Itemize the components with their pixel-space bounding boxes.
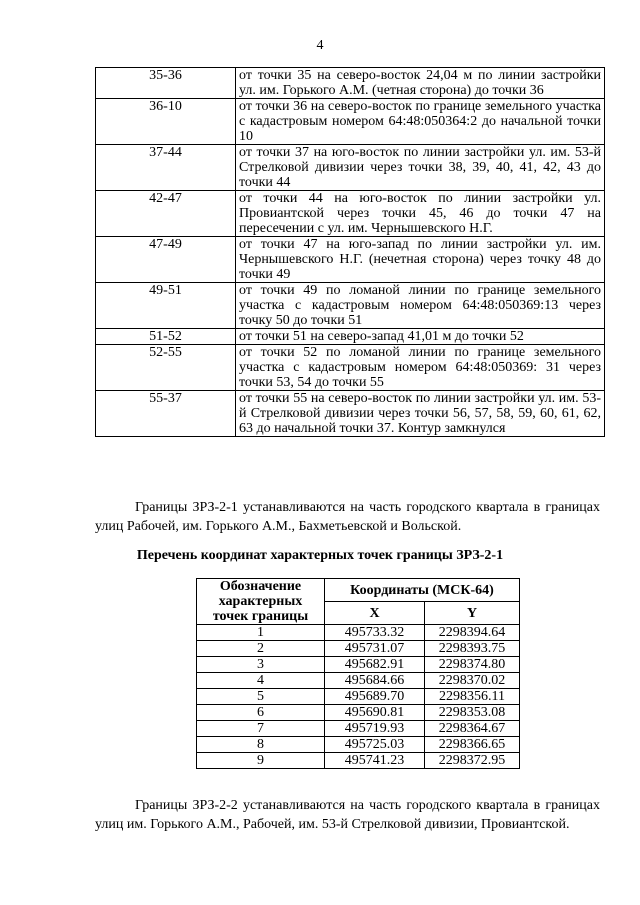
paragraph-zrz-2-2-text: Границы ЗРЗ-2-2 устанавливаются на часть городского квартала в границах улиц им. Горького А.М., Рабочей, им. 53-й Стрелковой дивизии, Провиантской. <box>95 798 600 832</box>
coord-y: 2298393.75 <box>425 641 520 657</box>
point-id: 3 <box>197 657 325 673</box>
point-id: 2 <box>197 641 325 657</box>
coord-x: 495725.03 <box>325 737 425 753</box>
segment-row <box>96 68 605 99</box>
coord-y: 2298394.64 <box>425 625 520 641</box>
segment-description: от точки 35 на северо-восток 24,04 м по линии застройки ул. им. Горького А.М. (четная сторона) до точки 36 <box>236 68 605 99</box>
coord-x: 495690.81 <box>325 705 425 721</box>
coordinate-row <box>197 673 520 689</box>
segment-row <box>96 391 605 437</box>
point-id: 7 <box>197 721 325 737</box>
segment-description: от точки 37 на юго-восток по линии застройки ул. им. 53-й Стрелковой дивизии через точки 38, 39, 40, 41, 42, 43 до точки 44 <box>236 145 605 191</box>
segment-description: от точки 44 на юго-восток по линии застройки ул. Провиантской через точки 45, 46 до точки 47 на пересечении с ул. им. Чернышевского Н.Г. <box>236 191 605 237</box>
page-number: 4 <box>316 38 324 53</box>
coord-y: 2298356.11 <box>425 689 520 705</box>
coord-x: 495741.23 <box>325 753 425 769</box>
coord-x: 495684.66 <box>325 673 425 689</box>
coordinate-row <box>197 753 520 769</box>
coord-y: 2298370.02 <box>425 673 520 689</box>
segment-row <box>96 191 605 237</box>
segment-description: от точки 55 на северо-восток по линии застройки ул. им. 53-й Стрелковой дивизии через точки 56, 57, 58, 59, 60, 61, 62, 63 до начальной точки 37. Контур замкнулся <box>236 391 605 437</box>
coordinate-row <box>197 625 520 641</box>
segment-id: 37-44 <box>96 145 236 191</box>
segments-body <box>96 68 605 437</box>
coordinate-row <box>197 689 520 705</box>
segment-id: 36-10 <box>96 99 236 145</box>
segment-description: от точки 51 на северо-запад 41,01 м до точки 52 <box>236 329 605 345</box>
coordinate-row <box>197 641 520 657</box>
coord-y: 2298372.95 <box>425 753 520 769</box>
point-id: 9 <box>197 753 325 769</box>
segment-row <box>96 145 605 191</box>
coord-y: 2298353.08 <box>425 705 520 721</box>
segment-id: 42-47 <box>96 191 236 237</box>
coordinates-header-row <box>197 579 520 602</box>
paragraph-zrz-2-1-text: Границы ЗРЗ-2-1 устанавливаются на часть городского квартала в границах улиц Рабочей, им. Горького А.М., Бахметьевской и Вольской. <box>95 500 600 534</box>
coord-x: 495719.93 <box>325 721 425 737</box>
coordinates-table <box>196 578 520 769</box>
segment-description: от точки 47 на юго-запад по линии застройки ул. им. Чернышевского Н.Г. (нечетная сторона) через точку 48 до точки 49 <box>236 237 605 283</box>
coord-x: 495731.07 <box>325 641 425 657</box>
coordinate-row <box>197 721 520 737</box>
segment-id: 49-51 <box>96 283 236 329</box>
coordinates-body <box>197 625 520 769</box>
point-id: 6 <box>197 705 325 721</box>
boundary-segments-table <box>95 67 605 437</box>
segment-id: 51-52 <box>96 329 236 345</box>
point-id: 5 <box>197 689 325 705</box>
segment-description: от точки 36 на северо-восток по границе земельного участка с кадастровым номером 64:48:050364:2 до начальной точки 10 <box>236 99 605 145</box>
coordinates-title: Перечень координат характерных точек границы ЗРЗ-2-1 <box>136 548 504 563</box>
coordinate-row <box>197 657 520 673</box>
segment-id: 52-55 <box>96 345 236 391</box>
coord-x: 495689.70 <box>325 689 425 705</box>
segment-row <box>96 329 605 345</box>
paragraph-zrz-2-2 <box>95 796 600 834</box>
coord-x: 495682.91 <box>325 657 425 673</box>
point-id: 8 <box>197 737 325 753</box>
point-id: 4 <box>197 673 325 689</box>
segment-row <box>96 345 605 391</box>
coord-y: 2298374.80 <box>425 657 520 673</box>
point-id: 1 <box>197 625 325 641</box>
header-y: Y <box>425 602 520 625</box>
segment-row <box>96 99 605 145</box>
coord-y: 2298364.67 <box>425 721 520 737</box>
paragraph-zrz-2-1 <box>95 498 600 536</box>
segment-description: от точки 52 по ломаной линии по границе земельного участка с кадастровым номером 64:48:050369: 31 через точки 53, 54 до точки 55 <box>236 345 605 391</box>
segment-row <box>96 283 605 329</box>
coord-x: 495733.32 <box>325 625 425 641</box>
coordinate-row <box>197 737 520 753</box>
segment-id: 47-49 <box>96 237 236 283</box>
segment-row <box>96 237 605 283</box>
segment-id: 55-37 <box>96 391 236 437</box>
header-point: Обозначение характерных точек границы <box>197 579 325 625</box>
coord-y: 2298366.65 <box>425 737 520 753</box>
segment-description: от точки 49 по ломаной линии по границе земельного участка с кадастровым номером 64:48:050369:13 через точку 50 до точки 51 <box>236 283 605 329</box>
segment-id: 35-36 <box>96 68 236 99</box>
coordinate-row <box>197 705 520 721</box>
header-x: X <box>325 602 425 625</box>
header-coordinates: Координаты (МСК-64) <box>325 579 520 602</box>
